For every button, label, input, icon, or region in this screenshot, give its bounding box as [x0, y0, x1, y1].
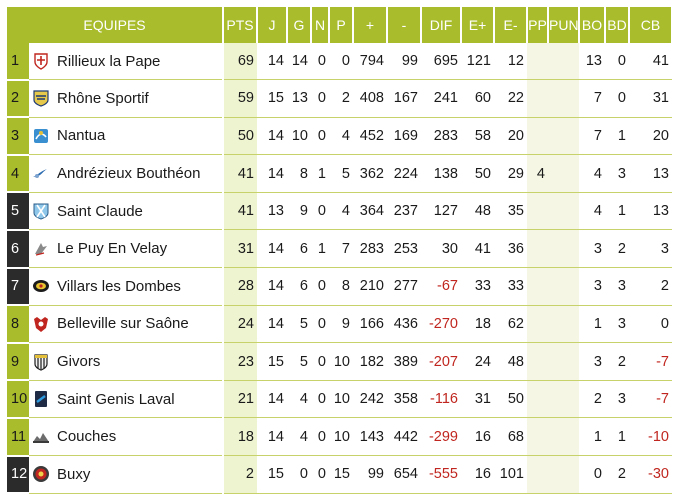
n-cell: 0 — [311, 192, 329, 230]
plus-cell: 362 — [353, 155, 387, 193]
em-cell: 68 — [494, 418, 527, 456]
ep-cell: 121 — [461, 43, 494, 80]
cb-cell: 0 — [629, 305, 672, 343]
table-row[interactable] — [7, 418, 672, 456]
minus-cell: 99 — [387, 43, 421, 80]
pts-cell: 21 — [223, 380, 257, 418]
header-row — [7, 7, 672, 43]
pun-cell — [548, 117, 579, 155]
plus-cell: 99 — [353, 456, 387, 494]
n-cell: 0 — [311, 117, 329, 155]
bo-cell: 3 — [579, 268, 605, 306]
rhone-sportif-logo-icon — [32, 89, 50, 107]
pp-cell — [527, 380, 548, 418]
header-ep: E+ — [461, 7, 494, 43]
n-cell: 1 — [311, 230, 329, 268]
minus-cell: 167 — [387, 80, 421, 118]
minus-cell: 169 — [387, 117, 421, 155]
j-cell: 14 — [257, 305, 287, 343]
g-cell: 6 — [287, 230, 311, 268]
bo-cell: 7 — [579, 80, 605, 118]
team-name: Rhône Sportif — [57, 89, 149, 107]
ep-cell: 41 — [461, 230, 494, 268]
g-cell: 9 — [287, 192, 311, 230]
standings-table — [7, 7, 673, 494]
team-name: Rillieux la Pape — [57, 52, 161, 70]
bd-cell: 2 — [605, 230, 629, 268]
pun-cell — [548, 380, 579, 418]
pp-cell — [527, 192, 548, 230]
pp-cell — [527, 117, 548, 155]
table-row[interactable] — [7, 80, 672, 118]
team-name: Saint Claude — [57, 202, 143, 220]
ep-cell: 48 — [461, 192, 494, 230]
pts-cell: 59 — [223, 80, 257, 118]
plus-cell: 794 — [353, 43, 387, 80]
bo-cell: 1 — [579, 418, 605, 456]
team-cell — [29, 268, 223, 306]
team-cell — [29, 155, 223, 193]
cb-cell: -10 — [629, 418, 672, 456]
rank-cell: 9 — [7, 343, 29, 381]
pun-cell — [548, 418, 579, 456]
rank-cell: 4 — [7, 155, 29, 193]
team-name: Nantua — [57, 127, 106, 145]
p-cell: 9 — [329, 305, 353, 343]
header-pts: PTS — [223, 7, 257, 43]
g-cell: 13 — [287, 80, 311, 118]
pun-cell — [548, 80, 579, 118]
bo-cell: 2 — [579, 380, 605, 418]
bo-cell: 3 — [579, 343, 605, 381]
n-cell: 0 — [311, 268, 329, 306]
j-cell: 14 — [257, 418, 287, 456]
dif-cell: -116 — [421, 380, 461, 418]
pp-cell — [527, 305, 548, 343]
header-n: N — [311, 7, 329, 43]
j-cell: 13 — [257, 192, 287, 230]
team-cell — [29, 43, 223, 80]
header-equipes: EQUIPES — [7, 7, 223, 43]
pun-cell — [548, 268, 579, 306]
cb-cell: 13 — [629, 192, 672, 230]
rank-cell: 6 — [7, 230, 29, 268]
cb-cell: 2 — [629, 268, 672, 306]
plus-cell: 283 — [353, 230, 387, 268]
header-bd: BD — [605, 7, 629, 43]
g-cell: 0 — [287, 456, 311, 494]
dif-cell: 283 — [421, 117, 461, 155]
bd-cell: 3 — [605, 268, 629, 306]
minus-cell: 442 — [387, 418, 421, 456]
pts-cell: 31 — [223, 230, 257, 268]
header-plus: + — [353, 7, 387, 43]
rillieux-logo-icon — [32, 52, 50, 70]
rank-cell: 3 — [7, 117, 29, 155]
pp-cell: 4 — [527, 155, 548, 193]
rank-cell: 5 — [7, 192, 29, 230]
pts-cell: 41 — [223, 155, 257, 193]
ep-cell: 16 — [461, 456, 494, 494]
pp-cell — [527, 418, 548, 456]
dif-cell: 127 — [421, 192, 461, 230]
cb-cell: 13 — [629, 155, 672, 193]
ep-cell: 33 — [461, 268, 494, 306]
rank-cell: 8 — [7, 305, 29, 343]
team-name: Buxy — [57, 465, 91, 483]
j-cell: 15 — [257, 80, 287, 118]
couches-logo-icon — [32, 428, 50, 446]
p-cell: 4 — [329, 117, 353, 155]
header-pun: PUN — [548, 7, 579, 43]
table-row[interactable] — [7, 230, 672, 268]
team-cell — [29, 418, 223, 456]
header-pp: PP — [527, 7, 548, 43]
table-row[interactable] — [7, 343, 672, 381]
team-name: Le Puy En Velay — [57, 240, 168, 258]
em-cell: 48 — [494, 343, 527, 381]
team-cell — [29, 456, 223, 494]
dif-cell: 138 — [421, 155, 461, 193]
plus-cell: 143 — [353, 418, 387, 456]
em-cell: 36 — [494, 230, 527, 268]
em-cell: 101 — [494, 456, 527, 494]
buxy-logo-icon — [32, 465, 50, 483]
pp-cell — [527, 230, 548, 268]
table-row[interactable] — [7, 380, 672, 418]
header-j: J — [257, 7, 287, 43]
bo-cell: 3 — [579, 230, 605, 268]
g-cell: 4 — [287, 380, 311, 418]
em-cell: 62 — [494, 305, 527, 343]
pts-cell: 69 — [223, 43, 257, 80]
j-cell: 14 — [257, 155, 287, 193]
em-cell: 22 — [494, 80, 527, 118]
header-cb: CB — [629, 7, 672, 43]
p-cell: 5 — [329, 155, 353, 193]
plus-cell: 364 — [353, 192, 387, 230]
team-cell — [29, 230, 223, 268]
pun-cell — [548, 192, 579, 230]
pun-cell — [548, 43, 579, 80]
cb-cell: 20 — [629, 117, 672, 155]
team-cell — [29, 117, 223, 155]
pun-cell — [548, 343, 579, 381]
p-cell: 8 — [329, 268, 353, 306]
bd-cell: 1 — [605, 117, 629, 155]
dif-cell: -207 — [421, 343, 461, 381]
team-name: Givors — [57, 353, 101, 371]
j-cell: 14 — [257, 117, 287, 155]
pp-cell — [527, 43, 548, 80]
g-cell: 4 — [287, 418, 311, 456]
cb-cell: 31 — [629, 80, 672, 118]
rank-cell: 1 — [7, 43, 29, 80]
saint-claude-logo-icon — [32, 202, 50, 220]
ep-cell: 18 — [461, 305, 494, 343]
j-cell: 14 — [257, 380, 287, 418]
team-cell — [29, 80, 223, 118]
villars-logo-icon — [32, 277, 50, 295]
j-cell: 14 — [257, 268, 287, 306]
j-cell: 15 — [257, 343, 287, 381]
pts-cell: 28 — [223, 268, 257, 306]
plus-cell: 182 — [353, 343, 387, 381]
header-em: E- — [494, 7, 527, 43]
minus-cell: 654 — [387, 456, 421, 494]
pun-cell — [548, 230, 579, 268]
p-cell: 2 — [329, 80, 353, 118]
pts-cell: 50 — [223, 117, 257, 155]
ep-cell: 16 — [461, 418, 494, 456]
plus-cell: 210 — [353, 268, 387, 306]
bo-cell: 4 — [579, 192, 605, 230]
pts-cell: 24 — [223, 305, 257, 343]
givors-logo-icon — [32, 353, 50, 371]
em-cell: 33 — [494, 268, 527, 306]
n-cell: 0 — [311, 43, 329, 80]
n-cell: 0 — [311, 305, 329, 343]
team-cell — [29, 380, 223, 418]
j-cell: 15 — [257, 456, 287, 494]
em-cell: 12 — [494, 43, 527, 80]
team-name: Villars les Dombes — [57, 277, 181, 295]
bo-cell: 0 — [579, 456, 605, 494]
ep-cell: 24 — [461, 343, 494, 381]
rank-cell: 7 — [7, 268, 29, 306]
pts-cell: 23 — [223, 343, 257, 381]
bd-cell: 3 — [605, 305, 629, 343]
g-cell: 8 — [287, 155, 311, 193]
rank-cell: 11 — [7, 418, 29, 456]
andrezieux-logo-icon — [32, 165, 50, 183]
header-p: P — [329, 7, 353, 43]
table-row[interactable] — [7, 268, 672, 306]
dif-cell: -555 — [421, 456, 461, 494]
ep-cell: 50 — [461, 155, 494, 193]
plus-cell: 452 — [353, 117, 387, 155]
table-row[interactable] — [7, 456, 672, 494]
minus-cell: 237 — [387, 192, 421, 230]
n-cell: 0 — [311, 418, 329, 456]
saint-genis-logo-icon — [32, 390, 50, 408]
bd-cell: 3 — [605, 380, 629, 418]
table-row[interactable] — [7, 155, 672, 193]
pun-cell — [548, 305, 579, 343]
ep-cell: 31 — [461, 380, 494, 418]
team-cell — [29, 192, 223, 230]
n-cell: 0 — [311, 80, 329, 118]
p-cell: 15 — [329, 456, 353, 494]
team-cell — [29, 343, 223, 381]
minus-cell: 277 — [387, 268, 421, 306]
table-row[interactable] — [7, 117, 672, 155]
dif-cell: -67 — [421, 268, 461, 306]
p-cell: 10 — [329, 343, 353, 381]
p-cell: 4 — [329, 192, 353, 230]
bd-cell: 2 — [605, 456, 629, 494]
bd-cell: 1 — [605, 418, 629, 456]
pp-cell — [527, 343, 548, 381]
team-name: Belleville sur Saône — [57, 315, 189, 333]
minus-cell: 253 — [387, 230, 421, 268]
em-cell: 29 — [494, 155, 527, 193]
pts-cell: 18 — [223, 418, 257, 456]
bd-cell: 0 — [605, 80, 629, 118]
table-row[interactable] — [7, 305, 672, 343]
minus-cell: 358 — [387, 380, 421, 418]
header-dif: DIF — [421, 7, 461, 43]
minus-cell: 436 — [387, 305, 421, 343]
bo-cell: 1 — [579, 305, 605, 343]
plus-cell: 242 — [353, 380, 387, 418]
team-cell — [29, 305, 223, 343]
em-cell: 35 — [494, 192, 527, 230]
team-name: Andrézieux Bouthéon — [57, 165, 201, 183]
dif-cell: 30 — [421, 230, 461, 268]
g-cell: 6 — [287, 268, 311, 306]
bd-cell: 2 — [605, 343, 629, 381]
p-cell: 0 — [329, 43, 353, 80]
n-cell: 1 — [311, 155, 329, 193]
minus-cell: 224 — [387, 155, 421, 193]
rank-cell: 2 — [7, 80, 29, 118]
pp-cell — [527, 80, 548, 118]
n-cell: 0 — [311, 456, 329, 494]
p-cell: 10 — [329, 418, 353, 456]
p-cell: 7 — [329, 230, 353, 268]
n-cell: 0 — [311, 380, 329, 418]
pun-cell — [548, 456, 579, 494]
team-name: Couches — [57, 428, 117, 446]
team-name: Saint Genis Laval — [57, 390, 175, 408]
g-cell: 14 — [287, 43, 311, 80]
dif-cell: -270 — [421, 305, 461, 343]
nantua-logo-icon — [32, 127, 50, 145]
cb-cell: -30 — [629, 456, 672, 494]
header-bo: BO — [579, 7, 605, 43]
pts-cell: 41 — [223, 192, 257, 230]
header-g: G — [287, 7, 311, 43]
j-cell: 14 — [257, 43, 287, 80]
pp-cell — [527, 268, 548, 306]
dif-cell: 241 — [421, 80, 461, 118]
pts-cell: 2 — [223, 456, 257, 494]
g-cell: 10 — [287, 117, 311, 155]
minus-cell: 389 — [387, 343, 421, 381]
p-cell: 10 — [329, 380, 353, 418]
bo-cell: 13 — [579, 43, 605, 80]
bo-cell: 4 — [579, 155, 605, 193]
ep-cell: 60 — [461, 80, 494, 118]
bd-cell: 1 — [605, 192, 629, 230]
dif-cell: 695 — [421, 43, 461, 80]
n-cell: 0 — [311, 343, 329, 381]
le-puy-logo-icon — [32, 240, 50, 258]
em-cell: 50 — [494, 380, 527, 418]
rank-cell: 12 — [7, 456, 29, 494]
bo-cell: 7 — [579, 117, 605, 155]
pp-cell — [527, 456, 548, 494]
header-minus: - — [387, 7, 421, 43]
table-row[interactable] — [7, 192, 672, 230]
j-cell: 14 — [257, 230, 287, 268]
plus-cell: 408 — [353, 80, 387, 118]
pun-cell — [548, 155, 579, 193]
g-cell: 5 — [287, 343, 311, 381]
cb-cell: -7 — [629, 380, 672, 418]
plus-cell: 166 — [353, 305, 387, 343]
bd-cell: 3 — [605, 155, 629, 193]
cb-cell: 41 — [629, 43, 672, 80]
table-row[interactable] — [7, 43, 672, 80]
cb-cell: -7 — [629, 343, 672, 381]
g-cell: 5 — [287, 305, 311, 343]
rank-cell: 10 — [7, 380, 29, 418]
dif-cell: -299 — [421, 418, 461, 456]
cb-cell: 3 — [629, 230, 672, 268]
bd-cell: 0 — [605, 43, 629, 80]
belleville-logo-icon — [32, 315, 50, 333]
ep-cell: 58 — [461, 117, 494, 155]
em-cell: 20 — [494, 117, 527, 155]
